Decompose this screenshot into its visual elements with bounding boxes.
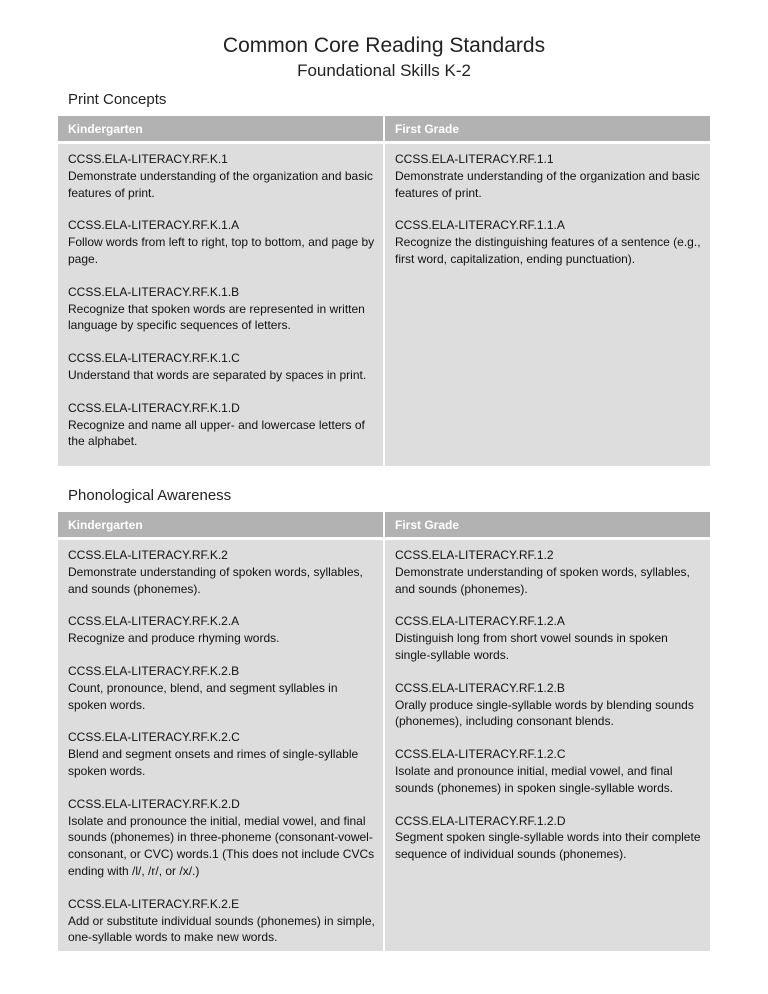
standard-code: CCSS.ELA-LITERACY.RF.K.1 <box>68 152 228 166</box>
column-header-kindergarten: Kindergarten <box>68 122 143 136</box>
standard-text: Demonstrate understanding of spoken words, syllables, and sounds (phonemes). <box>395 564 690 596</box>
standard-entry <box>68 284 375 334</box>
standard-text: Isolate and pronounce initial, medial vowel, and final sounds (phonemes) in spoken single-syllable words. <box>395 763 674 795</box>
standard-code: CCSS.ELA-LITERACY.RF.K.1.C <box>68 351 240 366</box>
standard-text: Add or substitute individual sounds (phonemes) in simple, one-syllable words to make new words. <box>68 913 375 945</box>
standard-entry <box>68 796 375 880</box>
kindergarten-column <box>58 540 383 951</box>
standard-code: CCSS.ELA-LITERACY.RF.1.2.B <box>395 680 565 695</box>
phonological-awareness-table <box>58 512 710 951</box>
standard-code: CCSS.ELA-LITERACY.RF.K.2.C <box>68 730 240 745</box>
table-header-row <box>58 512 710 537</box>
section-title-phonological-awareness: Phonological Awareness <box>68 487 232 504</box>
standard-code: CCSS.ELA-LITERACY.RF.1.2.D <box>395 813 566 828</box>
standard-text: Isolate and pronounce the initial, medial vowel, and final sounds (phonemes) in three-phoneme (consonant-vowel-consonant, or CVC) words.1 (This does not include CVCs ending with /l/, /r/, or /x/.) <box>68 813 375 878</box>
standard-text: Demonstrate understanding of the organization and basic features of print. <box>68 168 373 200</box>
column-header-first-grade: First Grade <box>395 518 460 532</box>
standard-text: Distinguish long from short vowel sounds in spoken single-syllable words. <box>395 631 668 662</box>
standard-text: Recognize and name all upper- and lowercase letters of the alphabet. <box>68 417 365 449</box>
standard-entry <box>395 547 702 597</box>
standard-code: CCSS.ELA-LITERACY.RF.1.1 <box>395 152 554 166</box>
standard-code: CCSS.ELA-LITERACY.RF.1.1.A <box>395 218 565 233</box>
standard-code: CCSS.ELA-LITERACY.RF.K.1.B <box>68 284 240 299</box>
standard-entry <box>68 217 375 267</box>
standard-text: Recognize the distinguishing features of a sentence (e.g., first word, capitalization, ending punctuation). <box>395 235 701 266</box>
column-header-first-grade: First Grade <box>395 122 460 136</box>
standard-code: CCSS.ELA-LITERACY.RF.1.2 <box>395 548 554 562</box>
standard-code: CCSS.ELA-LITERACY.RF.K.1.D <box>68 400 240 415</box>
standard-text: Count, pronounce, blend, and segment syllables in spoken words. <box>68 680 338 712</box>
standard-entry <box>395 151 702 201</box>
standard-code: CCSS.ELA-LITERACY.RF.K.2.E <box>68 896 240 911</box>
standard-entry <box>395 613 702 663</box>
standard-code: CCSS.ELA-LITERACY.RF.K.2.D <box>68 796 240 811</box>
standard-text: Demonstrate understanding of spoken words, syllables, and sounds (phonemes). <box>68 564 363 596</box>
print-concepts-table <box>58 116 710 466</box>
standard-text: Segment spoken single-syllable words into their complete sequence of individual sounds (phonemes). <box>395 830 701 862</box>
kindergarten-column <box>58 144 383 466</box>
table-body <box>58 540 710 951</box>
standard-entry <box>395 680 702 730</box>
standard-text: Understand that words are separated by spaces in print. <box>68 367 367 382</box>
first-grade-column <box>385 540 710 951</box>
table-body <box>58 144 710 466</box>
page-subtitle: Foundational Skills K-2 <box>297 61 471 80</box>
standard-text: Blend and segment onsets and rimes of single-syllable spoken words. <box>68 747 359 778</box>
standard-entry <box>395 217 702 267</box>
standard-entry <box>68 663 375 713</box>
standard-code: CCSS.ELA-LITERACY.RF.1.2.A <box>395 614 565 629</box>
standard-entry <box>68 350 375 384</box>
standard-entry <box>68 547 375 597</box>
standard-entry <box>68 151 375 201</box>
standard-code: CCSS.ELA-LITERACY.RF.K.2.B <box>68 663 240 678</box>
section-title-print-concepts: Print Concepts <box>68 91 167 108</box>
standard-entry <box>68 729 375 779</box>
standard-entry <box>68 613 375 647</box>
standard-entry <box>68 400 375 450</box>
standard-entry <box>68 896 375 946</box>
standard-code: CCSS.ELA-LITERACY.RF.K.1.A <box>68 218 240 233</box>
table-header-row <box>58 116 710 141</box>
standard-text: Orally produce single-syllable words by blending sounds (phonemes), including consonant blends. <box>395 697 694 729</box>
standard-text: Demonstrate understanding of the organization and basic features of print. <box>395 168 700 200</box>
first-grade-column <box>385 144 710 466</box>
standard-code: CCSS.ELA-LITERACY.RF.K.2.A <box>68 614 240 629</box>
standard-code: CCSS.ELA-LITERACY.RF.K.2 <box>68 548 228 562</box>
standard-text: Recognize and produce rhyming words. <box>68 631 280 646</box>
standard-text: Follow words from left to right, top to bottom, and page by page. <box>68 235 375 266</box>
standard-entry <box>395 746 702 796</box>
standard-text: Recognize that spoken words are represented in written language by specific sequences of letters. <box>68 301 365 333</box>
standard-code: CCSS.ELA-LITERACY.RF.1.2.C <box>395 747 566 762</box>
page-title: Common Core Reading Standards <box>222 34 546 57</box>
standard-entry <box>395 813 702 863</box>
column-header-kindergarten: Kindergarten <box>68 518 143 532</box>
